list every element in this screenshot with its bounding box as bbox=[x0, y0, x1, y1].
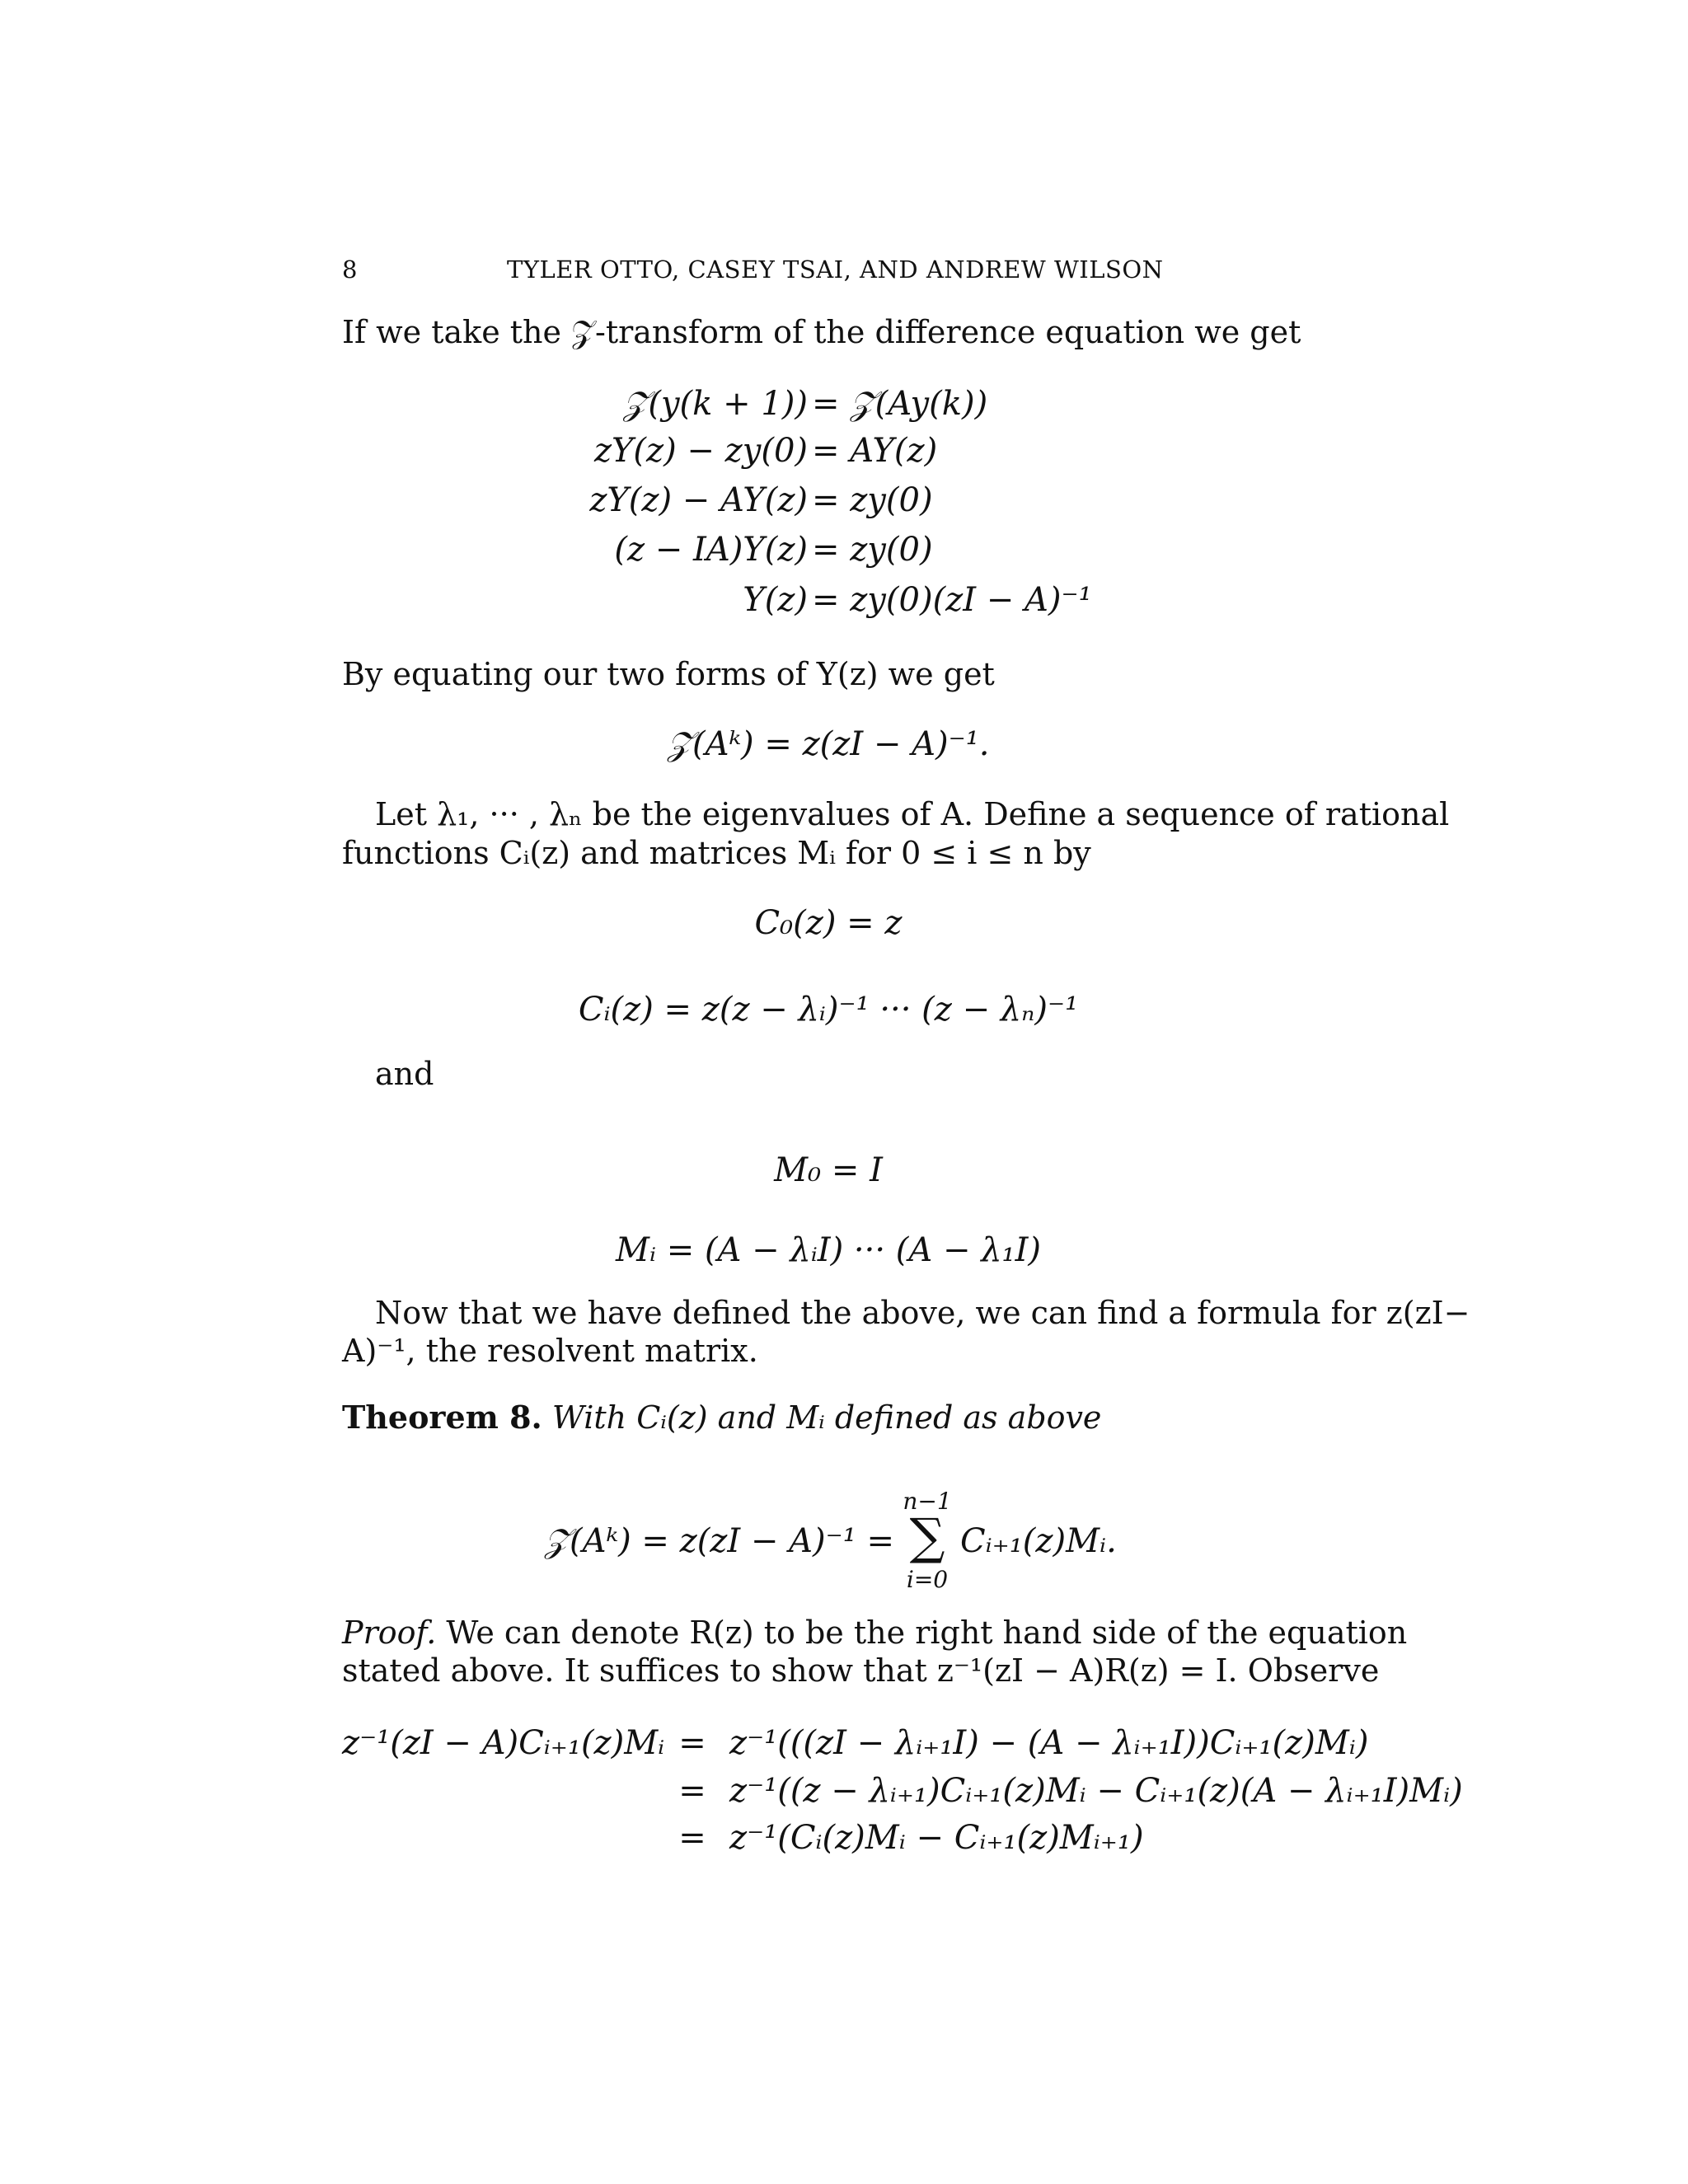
c0-equation: C₀(z) = z bbox=[754, 904, 903, 942]
page-number: 8 bbox=[342, 255, 358, 284]
proof-eq-rhs: z⁻¹((z − λᵢ₊₁)Cᵢ₊₁(z)Mᵢ − Cᵢ₊₁(z)(A − λᵢ₊₁I)Mᵢ) bbox=[729, 1772, 1463, 1810]
theorem-eq-lhs: 𝒵(Aᵏ) = z(zI − A)⁻¹ = bbox=[544, 1522, 894, 1560]
equate-equation: 𝒵(Aᵏ) = z(zI − A)⁻¹. bbox=[667, 725, 990, 763]
intro-line: If we take the 𝒵-transform of the difference equation we get bbox=[342, 314, 1301, 350]
proof-label: Proof. bbox=[342, 1615, 437, 1651]
m0-equation: M₀ = I bbox=[774, 1151, 883, 1189]
ztransform-eq-rhs: = 𝒵(Ay(k)) bbox=[812, 385, 988, 423]
theorem-heading bbox=[342, 1399, 1101, 1436]
ztransform-eq-lhs: (z − IA)Y(z) bbox=[614, 531, 808, 569]
proof-eq-op: = bbox=[678, 1819, 706, 1857]
proof-eq-op: = bbox=[678, 1724, 706, 1762]
ztransform-eq-lhs: zY(z) − zy(0) bbox=[593, 432, 808, 470]
mi-equation: Mᵢ = (A − λᵢI) ··· (A − λ₁I) bbox=[616, 1231, 1041, 1269]
proof-line-2: stated above. It suffices to show that z⁻¹(zI − A)R(z) = I. Observe bbox=[342, 1652, 1380, 1689]
sum-upper-limit: n−1 bbox=[903, 1488, 952, 1515]
proof-eq-rhs: z⁻¹(((zI − λᵢ₊₁I) − (A − λᵢ₊₁I))Cᵢ₊₁(z)Mᵢ) bbox=[729, 1724, 1369, 1762]
ztransform-eq-rhs: = zy(0) bbox=[812, 481, 933, 519]
sum-lower-limit: i=0 bbox=[906, 1566, 949, 1593]
now-line-2: A)⁻¹, the resolvent matrix. bbox=[342, 1333, 758, 1369]
running-title: TYLER OTTO, CASEY TSAI, AND ANDREW WILSON bbox=[507, 255, 1164, 284]
proof-line-1 bbox=[342, 1614, 1407, 1652]
let-line-2: functions Cᵢ(z) and matrices Mᵢ for 0 ≤ i ≤ n by bbox=[342, 835, 1091, 871]
ztransform-eq-rhs: = zy(0)(zI − A)⁻¹ bbox=[812, 581, 1092, 619]
ztransform-eq-lhs: Y(z) bbox=[743, 581, 808, 619]
let-line-1: Let λ₁, ··· , λₙ be the eigenvalues of A. Define a sequence of rational bbox=[375, 796, 1450, 832]
proof-eq-lhs: z⁻¹(zI − A)Cᵢ₊₁(z)Mᵢ bbox=[342, 1724, 665, 1762]
sum-symbol: ∑ bbox=[909, 1508, 945, 1566]
equating-line: By equating our two forms of Y(z) we get bbox=[342, 656, 995, 692]
ci-equation: Cᵢ(z) = z(z − λᵢ)⁻¹ ··· (z − λₙ)⁻¹ bbox=[578, 991, 1079, 1029]
now-line-1: Now that we have defined the above, we can find a formula for z(zI− bbox=[375, 1295, 1470, 1331]
ztransform-eq-rhs: = AY(z) bbox=[812, 432, 938, 470]
theorem-eq-rhs: Cᵢ₊₁(z)Mᵢ. bbox=[960, 1522, 1117, 1560]
theorem-label: Theorem 8. bbox=[342, 1399, 542, 1436]
and-word: and bbox=[375, 1056, 434, 1092]
ztransform-eq-lhs: 𝒵(y(k + 1)) bbox=[622, 385, 808, 423]
ztransform-eq-lhs: zY(z) − AY(z) bbox=[589, 481, 808, 519]
proof-eq-op: = bbox=[678, 1772, 706, 1810]
proof-eq-rhs: z⁻¹(Cᵢ(z)Mᵢ − Cᵢ₊₁(z)Mᵢ₊₁) bbox=[729, 1819, 1144, 1857]
ztransform-eq-rhs: = zy(0) bbox=[812, 531, 933, 569]
proof-text: We can denote R(z) to be the right hand side of the equation bbox=[446, 1615, 1408, 1651]
theorem-statement: With Cᵢ(z) and Mᵢ defined as above bbox=[551, 1399, 1102, 1436]
